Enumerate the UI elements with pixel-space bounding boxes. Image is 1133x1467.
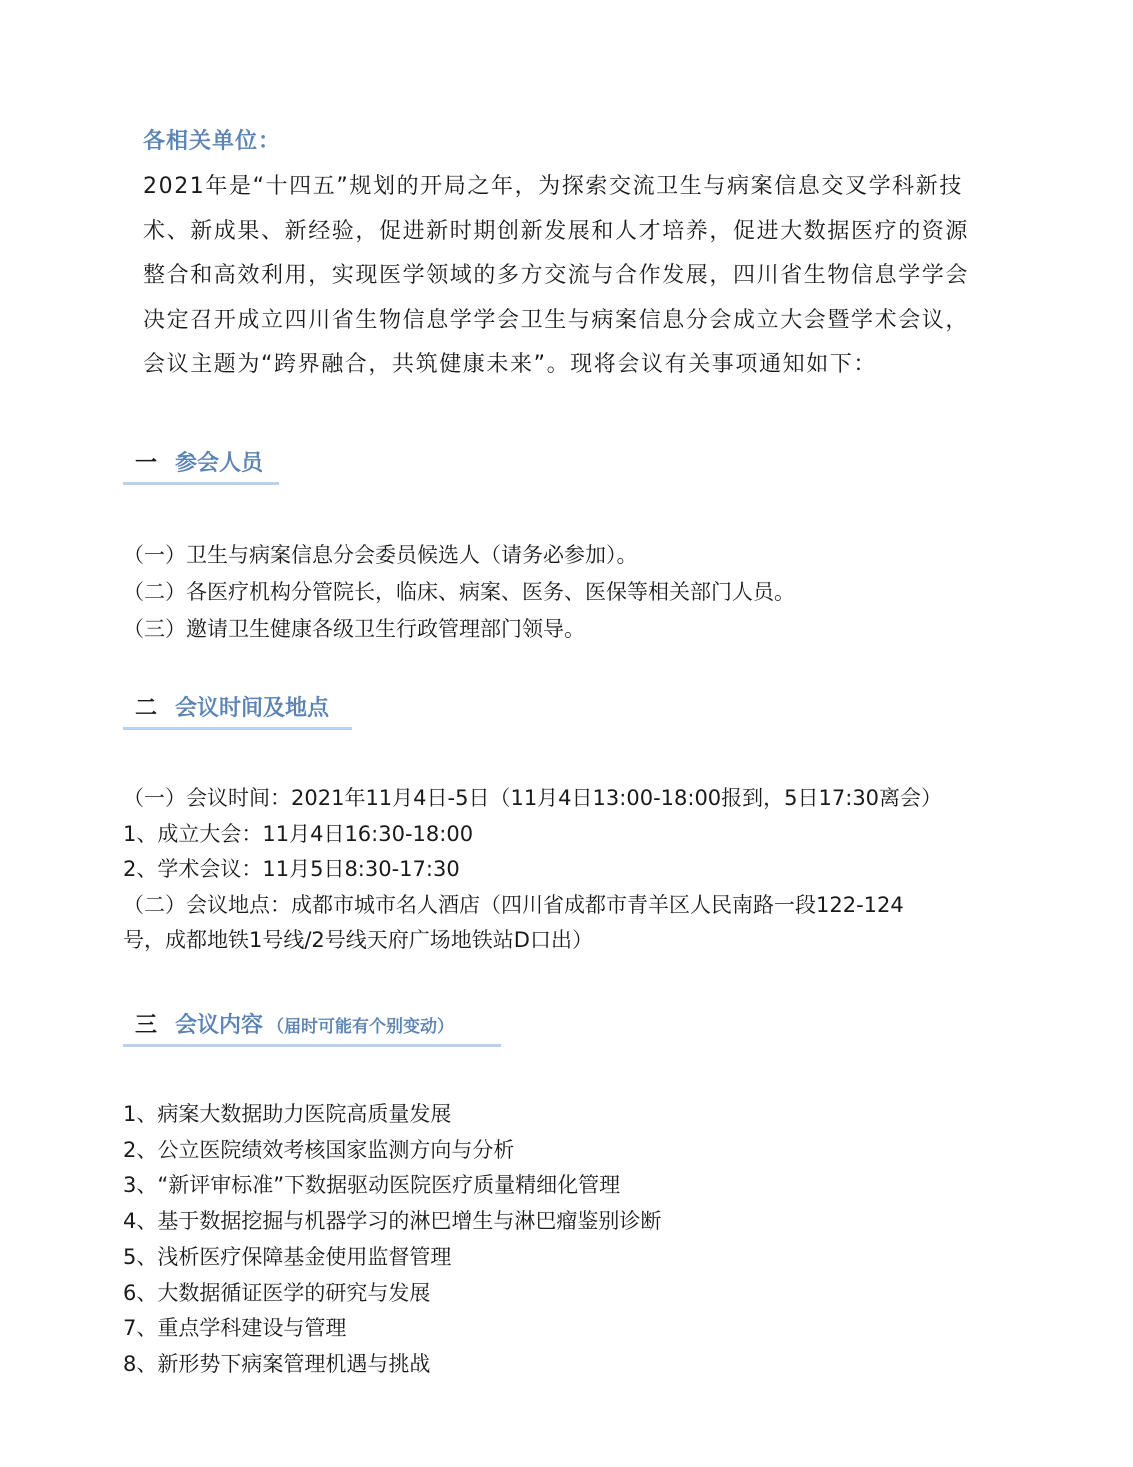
section-number: 二	[135, 696, 158, 721]
section-heading-time-location	[123, 691, 352, 730]
list-item: 1、病案大数据助力医院高质量发展	[123, 1102, 452, 1126]
list-item: 2、学术会议：11月5日8:30-17:30	[123, 857, 460, 881]
list-item: 5、浅析医疗保障基金使用监督管理	[123, 1244, 452, 1269]
list-item: 8、新形势下病案管理机遇与挑战	[123, 1351, 431, 1376]
content-list	[123, 1097, 661, 1383]
section-title: 会议内容	[175, 1013, 264, 1038]
list-item: （三）邀请卫生健康各级卫生行政管理部门领导。	[123, 617, 585, 641]
list-item: （一）卫生与病案信息分会委员候选人（请务必参加）。	[123, 543, 638, 567]
list-item: 2、公立医院绩效考核国家监测方向与分析	[123, 1137, 515, 1162]
section-number: 一	[135, 451, 158, 476]
list-item: 号，成都地铁1号线/2号线天府广场地铁站D口出）	[123, 928, 593, 952]
section-number: 三	[135, 1013, 158, 1038]
list-item: 4、基于数据挖掘与机器学习的淋巴增生与淋巴瘤鉴别诊断	[123, 1209, 662, 1234]
section-note: （届时可能有个别变动）	[267, 1017, 455, 1037]
list-item: （二）各医疗机构分管院长，临床、病案、医务、医保等相关部门人员。	[123, 580, 795, 604]
list-item: （二）会议地点：成都市城市名人酒店（四川省成都市青羊区人民南路一段122-124	[123, 892, 904, 917]
list-item: 7、重点学科建设与管理	[123, 1316, 347, 1341]
greeting: 各相关单位：	[143, 129, 282, 154]
intro-paragraph: 2021年是“十四五”规划的开局之年，为探索交流卫生与病案信息交叉学科新技术、新成果、新经验，促进新时期创新发展和人才培养，促进大数据医疗的资源整合和高效利用，实现医学领域的多方交流与合作发展，四川省生物信息学学会决定召开成立四川省生物信息学学会卫生与病案信息分会成立大会暨学术会议，会议主题为“跨界融合，共筑健康未来”。现将会议有关事项通知如下：	[143, 174, 970, 378]
section-title: 会议时间及地点	[175, 696, 330, 721]
section-heading-participants	[123, 446, 279, 485]
section-heading-content	[123, 1008, 501, 1047]
section-title: 参会人员	[175, 451, 264, 476]
time-location-list	[123, 781, 942, 959]
list-item: （一）会议时间：2021年11月4日-5日（11月4日13:00-18:00报到，5日17:30离会）	[123, 786, 943, 810]
participants-list	[123, 537, 795, 648]
list-item: 6、大数据循证医学的研究与发展	[123, 1280, 431, 1305]
list-item: 3、“新评审标准”下数据驱动医院医疗质量精细化管理	[123, 1173, 621, 1198]
list-item: 1、成立大会：11月4日16:30-18:00	[123, 821, 474, 846]
